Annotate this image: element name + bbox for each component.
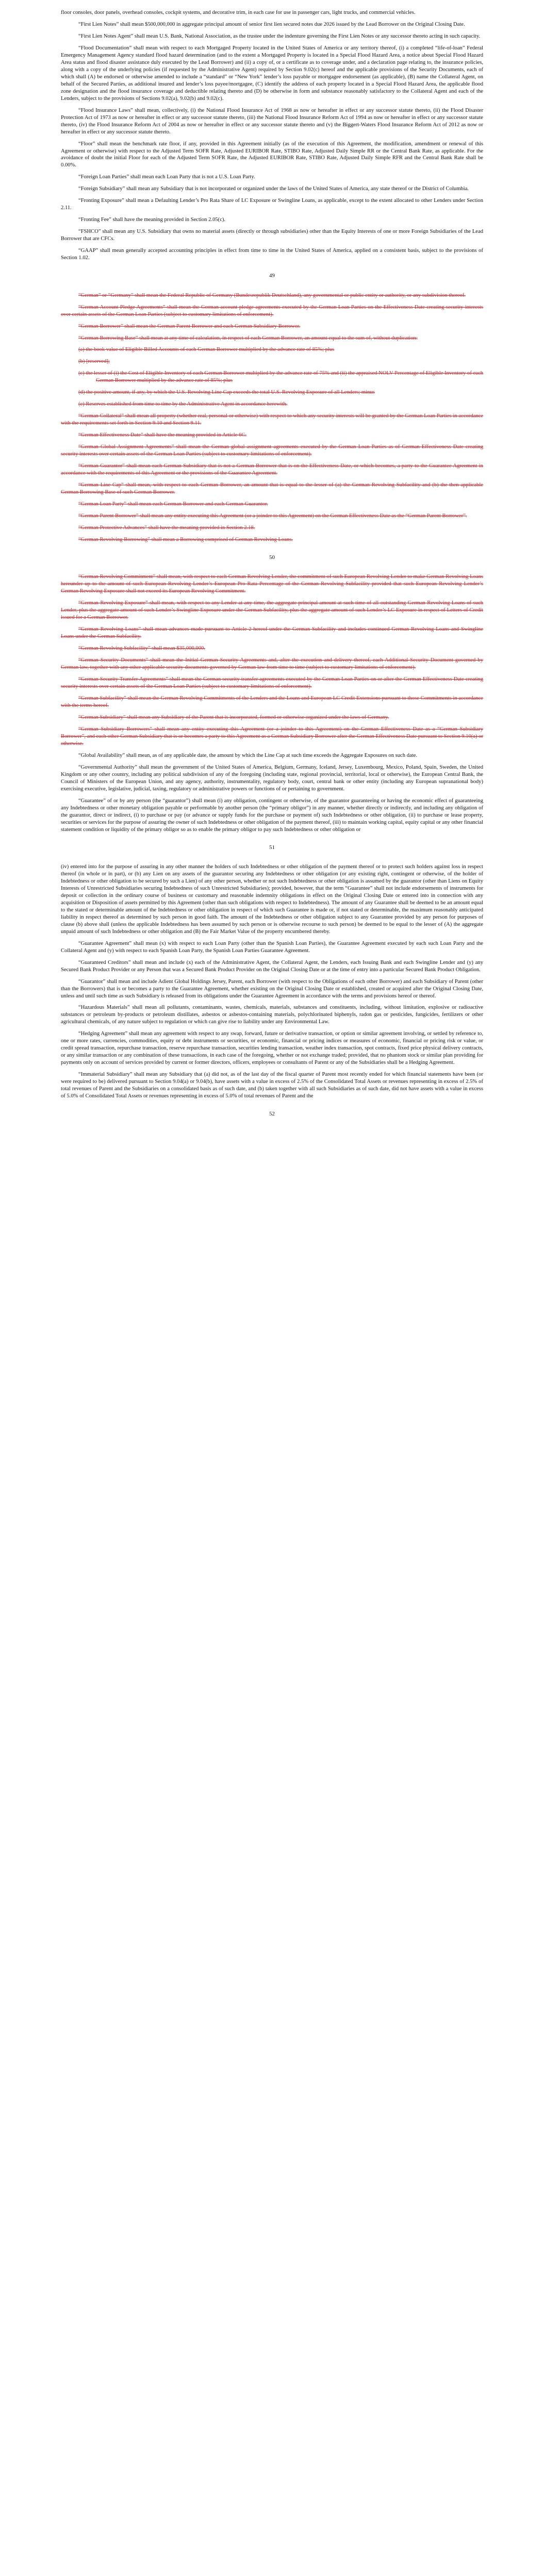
- deleted-subclause: (b) [reserved];: [78, 359, 110, 365]
- deleted-definition: “German Borrower” shall mean the German Parent Borrower and each German Subsidiary Borrower.: [78, 323, 301, 329]
- page-section-51: [61, 573, 483, 851]
- deleted-definition: “German Protective Advances” shall have the meaning provided in Section 2.18.: [78, 524, 255, 531]
- page-number: 51: [269, 844, 275, 851]
- deleted-definition: “German Borrowing Base” shall mean at any time of calculation, in respect of each German Borrower, an amount equal to the sum of, without duplication:: [78, 335, 418, 341]
- definition-paragraph: “Guarantee Agreement” shall mean (x) with respect to each Loan Party (other than the Spanish Loan Parties), the Guarantee Agreement executed by each such Loan Party and the Collateral Agent and (y) with respect to each Spanish Loan Party, the Spanish Loan Parties Guarantee Agreement.: [61, 940, 483, 954]
- definition-paragraph: “Hazardous Materials” shall mean all pollutants, contaminants, wastes, chemicals, materials, substances and constituents, including, without limitation, explosive or radioactive substances or petroleum by-products or petroleum distillates, asbestos or asbestos-containing materials, polychlorinated biphenyls, radon gas or pesticides, fungicides, fertilizers or other agricultural chemicals, of any nature subject to regulation or which can give rise to liability under any Environmental Law.: [61, 1005, 483, 1025]
- page-section-49: [61, 9, 483, 280]
- deleted-definition: “German Revolving Borrowing” shall mean a Borrowing comprised of German Revolving Loans.: [78, 536, 293, 543]
- deleted-definition: “German Global Assignment Agreements” shall mean the German global assignment agreements executed by the German Loan Parties as of German Effectiveness Date creating security interests over certain assets of the German Loan Parties (subject to customary limitations of enforcement).: [61, 444, 483, 457]
- definition-paragraph: “Global Availability” shall mean, as of any applicable date, the amount by which the Line Cap at such time exceeds the Aggregate Exposures on such date.: [78, 752, 417, 758]
- deleted-definition: “German Revolving Subfacility” shall mean $35,000,000.: [78, 646, 205, 652]
- definition-paragraph: “First Lien Notes” shall mean $500,000,000 in aggregate principal amount of senior first lien secured notes due 2026 issued by the Lead Borrower on the Original Closing Date.: [78, 21, 465, 27]
- deleted-subclause: (a) the book value of Eligible Billed Accounts of each German Borrower multiplied by the advance rate of 85%; plus: [78, 347, 335, 353]
- deleted-definition: “German Parent Borrower” shall mean any entity executing this Agreement (or a joinder to this Agreement) on the German Effectiveness Date as the “German Parent Borrower”.: [78, 513, 467, 519]
- page-section-50: [61, 292, 483, 562]
- paragraph: (iv) entered into for the purpose of assuring in any other manner the holders of such Indebtedness or other obligation of the payment thereof or to protect such holders against loss in respect thereof (in whole or in part), or (b) any Lien on any assets of the guarantor securing any Indebtedness or other obligation (or any existing right, contingent or otherwise, of the holder of Indebtedness or other obligation to be secured by such a Lien) of any other person, whether or not such Indebtedness or other obligation is assumed by the guarantor (other than Liens on Equity Interests of Unrestricted Subsidiaries securing Indebtedness of such Unrestricted Subsidiaries); provided, however, that the term “Guarantee” shall not include endorsements of instruments for deposit or collection in the ordinary course of business or customary and reasonable indemnity obligations in effect on the Original Closing Date or entered into in connection with any acquisition or Disposition of assets permitted by this Agreement (other than such obligations with respect to Indebtedness). The amount of any Guarantee shall be deemed to be an amount equal to the stated or determinable amount of the Indebtedness or other obligation in respect of which such Guarantee is made or, if not stated or determinable, the maximum reasonably anticipated liability in respect thereof as determined by such person in good faith. The amount of the Indebtedness or other obligation subject to any Guarantee provided by any person for purposes of clause (b) above shall (unless the applicable Indebtedness has been assumed by such person or is otherwise recourse to such person) be deemed to be equal to the lesser of (A) the aggregate unpaid amount of such Indebtedness or other obligation and (B) the Fair Market Value of the property encumbered thereby.: [61, 864, 483, 935]
- deleted-definition: “German Subsidiary” shall mean any Subsidiary of the Parent that is incorporated, formed or otherwise organized under the laws of Germany.: [78, 714, 389, 720]
- definition-paragraph: “Hedging Agreement” shall mean any agreement with respect to any swap, forward, future or derivative transaction, or option or similar agreement involving, or settled by reference to, one or more rates, currencies, commodities, equity or debt instruments or securities, or economic, financial or pricing indices or measures of economic, financial or pricing risk or value, or credit spread transaction, repurchase transaction, reserve repurchase transaction, securities lending transaction, weather index transaction, spot contracts, fixed price physical delivery contracts, or any similar transaction or any combination of these transactions, in each case of the foregoing, whether or not exchange traded; provided, that no phantom stock or similar plan providing for payments only on account of services provided by current or former directors, officers, employees or consultants of Parent or any of the Subsidiaries shall be a Hedging Agreement.: [61, 1031, 483, 1066]
- deleted-definition: “German Collateral” shall mean all property (whether real, personal or otherwise) with respect to which any security interests will be granted by the German Loan Parties in accordance with the requirements set forth in Section 9.10 and Section 9.11.: [61, 413, 483, 427]
- definition-paragraph: “Foreign Loan Parties” shall mean each Loan Party that is not a U.S. Loan Party.: [78, 174, 255, 180]
- deleted-definition: “German Security Documents” shall mean the Initial German Security Agreements and, after the execution and delivery thereof, each Additional Security Document governed by German law, together with any other applicable security documents governed by German law from time to time (subject to customary limitations of enforcement).: [61, 657, 483, 671]
- definition-paragraph: “Fronting Fee” shall have the meaning provided in Section 2.05(c).: [78, 217, 226, 223]
- deleted-definition: “German Account Pledge Agreements” shall mean the German account pledge agreements executed by the German Loan Parties on the Effectiveness Date creating security interests over certain assets of the German Loan Parties (subject to customary limitations of enforcement).: [61, 304, 483, 317]
- definition-paragraph: “Guaranteed Creditors” shall mean and include (x) each of the Administrative Agent, the Collateral Agent, the Lenders, each Issuing Bank and each Swingline Lender and (y) any Secured Bank Product Provider or any Person that was a Secured Bank Product Provider on the Original Closing Date or at the time of entry into a particular Secured Bank Product Obligation.: [61, 959, 483, 973]
- paragraph: floor consoles, door panels, overhead consoles, cockpit systems, and decorative trim, in each case for use in passenger cars, light trucks, and commercial vehicles.: [61, 10, 416, 15]
- definition-paragraph: “GAAP” shall mean generally accepted accounting principles in effect from time to time in the United States of America, applied on a consistent basis, subject to the provisions of Section 1.02.: [61, 248, 483, 261]
- page-number: 50: [269, 554, 275, 561]
- deleted-definition: “German Guarantor” shall mean each German Subsidiary that is not a German Borrower that is on the Effectiveness Date, or which becomes, a party to the Guarantee Agreement in accordance with the requirements of this Agreement or the provisions of the Guarantee Agreement.: [61, 463, 483, 477]
- page-section-52: [61, 863, 483, 1118]
- definition-paragraph: “Flood Documentation” shall mean with respect to each Mortgaged Property located in the United States of America or any territory thereof, (i) a completed “life-of-loan” Federal Emergency Management Agency standard flood hazard determination (and to the extent a Mortgaged Property is located in a Special Flood Hazard Area, a notice about Special Flood Hazard Area status and flood disaster assistance duly executed by the Lead Borrower) and (ii) a copy of, or a certificate as to coverage under, and a declaration page relating to, the insurance policies, along with a copy of the underlying policies (if requested by the Administrative Agent) required by Section 9.02(c) hereof and the applicable provisions of the Security Documents, each of which shall (A) be endorsed or otherwise amended to include a “standard” or “New York” lender’s loss payable or mortgagee endorsement (as applicable), (B) name the Collateral Agent, on behalf of the Secured Parties, as additional insured and lender’s loss payee/mortgagee, (C) identify the address of each property located in a Special Flood Hazard Area, the applicable flood zone designation and the flood insurance coverage and deductible relating thereto and (D) be otherwise in form and substance reasonably satisfactory to the Collateral Agent and each of the Lenders, subject to the provisions of Sections 9.02(a), 9.02(b) and 9.02(c).: [61, 45, 483, 101]
- deleted-definition: “German Revolving Commitment” shall mean, with respect to each German Revolving Lender, the commitment of such European Revolving Lender to make German Revolving Loans hereunder up to the amount of such European Revolving Lender’s European Pro Rata Percentage of the German Revolving Subfacility provided that such European Revolving Lender’s German Revolving Exposure shall not exceed its European Revolving Commitment.: [61, 574, 483, 595]
- definition-paragraph: “FSHCO” shall mean any U.S. Subsidiary that owns no material assets (directly or through subsidiaries) other than the Equity Interests of one or more Foreign Subsidiaries of the Lead Borrower that are CFCs.: [61, 229, 483, 242]
- definition-paragraph: “Floor” shall mean the benchmark rate floor, if any, provided in this Agreement initially (as of the execution of this Agreement, the modification, amendment or renewal of this Agreement or otherwise) with respect to the Adjusted Term SOFR Rate, Adjusted EURIBOR Rate, STIBO Rate, Adjusted Daily Simple RR or the Central Bank Rate, as applicable. For the avoidance of doubt the initial Floor for each of the Adjusted Term SOFR Rate, the Adjusted EURIBOR Rate, STIBO Rate, Adjusted Daily Simple RFR and the Central Bank Rate shall be 0.00%.: [61, 141, 483, 168]
- definition-paragraph: “Fronting Exposure” shall mean a Defaulting Lender’s Pro Rata Share of LC Exposure or Swingline Loans, as applicable, except to the extent allocated to other Lenders under Section 2.11.: [61, 198, 483, 211]
- definition-paragraph: “First Lien Notes Agent” shall mean U.S. Bank, National Association, as the trustee under the indenture governing the First Lien Notes or any successor thereto acting in such capacity.: [78, 33, 481, 39]
- definition-paragraph: “Immaterial Subsidiary” shall mean any Subsidiary that (a) did not, as of the last day of the fiscal quarter of Parent most recently ended for which financial statements have been (or were required to be) delivered pursuant to Section 9.04(a) or 9.04(b), have assets with a value in excess of 2.5% of the Consolidated Total Assets or revenues representing in excess of 2.5% of total revenues of Parent and the Subsidiaries on a consolidated basis as of such date, and (b) taken together with all such Subsidiaries as of such date, did not have assets with a value in excess of 5.0% of Consolidated Total Assets or revenues representing in excess of 5.0% of total revenues of Parent and the: [61, 1072, 483, 1099]
- deleted-definition: “German Revolving Exposure” shall mean, with respect to any Lender at any time, the aggregate principal amount at such time of all outstanding German Revolving Loans of such Lender, plus the aggregate amount of such Lender’s Swingline Exposure under the German Subfacility, plus the aggregate amount of such Lender’s LC Exposure in respect of Letters of Credit issued for a German Borrower.: [61, 600, 483, 621]
- definition-paragraph: “Flood Insurance Laws” shall mean, collectively, (i) the National Flood Insurance Act of 1968 as now or hereafter in effect or any successor statute thereto, (ii) the Flood Disaster Protection Act of 1973 as now or hereafter in effect or any successor statute thereto, (iii) the National Flood Insurance Reform Act of 1994 as now or hereafter in effect or any successor statute thereto, (iv) the Flood Insurance Reform Act of 2004 as now or hereafter in effect or any successor statute thereto and (v) the Biggert-Waters Flood Insurance Reform Act of 2012 as now or hereafter in effect or any successor statute thereto.: [61, 107, 483, 135]
- deleted-definition: “German Line Cap” shall mean, with respect to each German Borrower, an amount that is equal to the lesser of (a) the German Revolving Subfacility and (b) the then applicable German Borrowing Base of such German Borrower.: [61, 482, 483, 496]
- definition-paragraph: “Governmental Authority” shall mean the government of the United States of America, Belgium, Germany, Iceland, Jersey, Luxembourg, Mexico, Poland, Spain, Sweden, the United Kingdom or any other country, including any political subdivision of any of the foregoing (including state, regional provincial, territorial, local or otherwise), the European Central Bank, the Council of Ministers of the European Union, and any agency, authority, instrumentality, regulatory body, court, central bank or other entity (including any European supranational body) exercising executive, legislative, judicial, taxing, regulatory or administrative powers or functions of or pertaining to government.: [61, 764, 483, 792]
- deleted-definition: “German Security Transfer Agreements” shall mean the German security transfer agreements executed by the German Loan Parties on or after the German Effectiveness Date creating security interests over certain assets of the German Loan Parties (subject to customary limitations of enforcement).: [61, 676, 483, 690]
- deleted-definition: “German Effectiveness Date” shall have the meaning provided in Article 6C.: [78, 432, 247, 438]
- deleted-subclause: (c) the lesser of (i) the Cost of Eligible Inventory of each German Borrower multiplied by the advance rate of 75% and (ii) the appraised NOLV Percentage of Eligible Inventory of each German Borrower multiplied by the advance rate of 85%; plus: [78, 370, 483, 384]
- definition-paragraph: “Guarantor” shall mean and include Adient Global Holdings Jersey, Parent, each Borrower (with respect to the Obligations of each other Borrower) and each Subsidiary of Parent (other than the Borrowers) that is or becomes a party to the Guarantee Agreement, whether existing on the Original Closing Date or established, created or acquired after the Original Closing Date, unless and until such time as such Subsidiary is released from its obligations under the Guarantee Agreement in accordance with the terms and provisions hereof or thereof.: [61, 978, 483, 999]
- page-number: 52: [269, 1111, 275, 1117]
- deleted-definition: “German Subfacility” shall mean the German Revolving Commitments of the Lenders and the Loans and European LC Credit Extensions pursuant to those Commitments in accordance with the terms hereof.: [61, 696, 483, 708]
- deleted-definition: “German Revolving Loans” shall mean advances made pursuant to Article 2 hereof under the German Subfacility and includes continued German Revolving Loans and Swingline Loans under the German Subfacility.: [61, 626, 483, 640]
- deleted-definition: “German Subsidiary Borrowers” shall mean any entity executing this Agreement (or a joinder to this Agreement) on the German Effectiveness Date as a “German Subsidiary Borrower”, and each other German Subsidiary that is or becomes a party to this Agreement as a German Subsidiary Borrower after the German Effectiveness Date pursuant to Section 9.10(a) or otherwise.: [61, 726, 483, 747]
- deleted-definition: “German Loan Party” shall mean each German Borrower and each German Guarantor.: [78, 501, 268, 507]
- deleted-definition: “German” or “Germany” shall mean the Federal Republic of Germany (Bundesrepublik Deutschland), any governmental or public entity or authority, or any subdivision thereof.: [78, 292, 466, 298]
- page-number: 49: [269, 273, 275, 279]
- definition-paragraph: “Foreign Subsidiary” shall mean any Subsidiary that is not incorporated or organized under the laws of the United States of America, any state thereof or the District of Columbia.: [78, 186, 469, 192]
- deleted-subclause: (d) the positive amount, if any, by which the U.S. Revolving Line Cap exceeds the total U.S. Revolving Exposure of all Lenders; minus: [78, 389, 375, 396]
- definition-paragraph: “Guarantee” of or by any person (the “guarantor”) shall mean (i) any obligation, contingent or otherwise, of the guarantor guaranteeing or having the economic effect of guaranteeing any Indebtedness or other monetary obligation payable or performable by another person (the “primary obligor”) in any manner, whether directly or indirectly, and including any obligation of the guarantor, direct or indirect, (i) to purchase or pay (or advance or supply funds for the purchase or payment of) such Indebtedness or other obligation, (ii) to purchase or lease property, securities or services for the purpose of assuring the owner of such Indebtedness or other obligation of the payment thereof, (iii) to maintain working capital, equity capital or any other financial statement condition or liquidity of the primary obligor so as to enable the primary obligor to pay such Indebtedness or other obligation or: [61, 798, 483, 833]
- deleted-subclause: (e) Reserves established from time to time by the Administrative Agent in accordance herewith.: [78, 401, 288, 408]
